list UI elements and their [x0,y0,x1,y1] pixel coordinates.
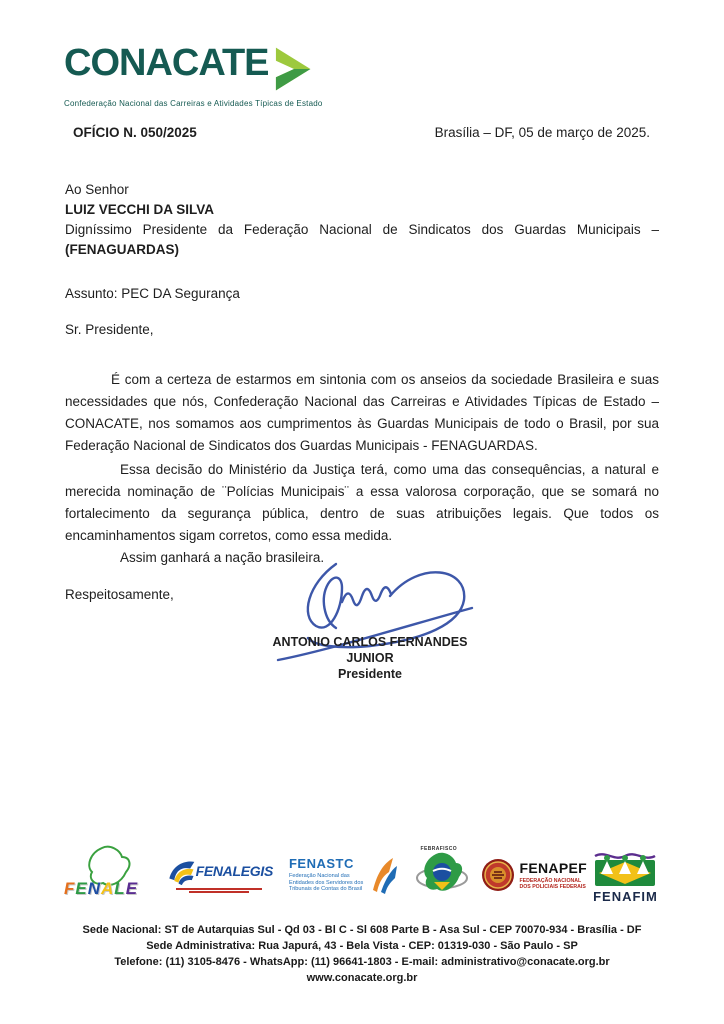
addressee-org: (FENAGUARDAS) [65,242,179,257]
febrafisco-map-icon [416,852,468,902]
telefone-value: (11) 3105-8476 - [162,956,250,968]
fenale-letter: F [64,879,76,898]
fenapef-badge-icon [481,857,515,893]
fenastc-caption: Federação Nacional das Entidades dos Servidores dos Tribunais de Contas do Brasil [288,873,364,892]
fenale-wordmark [64,879,138,899]
sede-nacional-label: Sede Nacional: [82,924,162,936]
affiliate-logos-strip [62,842,664,908]
subject-line: Assunto: PEC DA Segurança [65,286,240,301]
sede-administrativa-label: Sede Administrativa: [146,940,256,952]
telefone-label: Telefone: [114,956,163,968]
fenale-letter: A [101,879,115,898]
whatsapp-value: (11) 96641-1803 - [307,956,402,968]
fenafim-wordmark: FENAFIM [593,889,658,904]
fenale-logo [62,845,152,905]
footer-line-contacts [30,954,694,970]
fenafim-emblem-icon [593,846,657,888]
addressee-salutation: Ao Senhor [65,182,129,197]
email-label: E-mail: [401,956,439,968]
fenale-letter: E [75,879,88,898]
fenalegis-caption-lines [176,887,262,893]
signer-name2: JUNIOR [346,651,394,665]
fenastc-logo [289,856,397,894]
brand-name: CONACATE [64,42,269,84]
closing-line: Respeitosamente, [65,587,174,602]
addressee-block [65,180,659,260]
sede-nacional-value: ST de Autarquias Sul - Qd 03 - Bl C - Sl 608 Parte B - Asa Sul - CEP 70070-934 - Brasília - DF [161,924,642,936]
fenafim-logo [587,846,664,904]
signer-block [245,634,495,682]
oficio-header [73,125,658,140]
fenalegis-flag-icon [166,857,196,885]
fenalegis-logo [166,848,273,902]
signer-title: Presidente [338,667,402,681]
fenale-letter: N [87,879,102,898]
signer-name: ANTONIO CARLOS FERNANDES [272,635,468,649]
fenapef-caption [520,878,587,890]
fenastc-swoosh-icon [367,856,397,894]
footer-website: www.conacate.org.br [306,972,418,984]
febrafisco-wordmark: FEBRAFISCO [420,846,457,852]
brand-tagline: Confederação Nacional das Carreiras e Atividades Típicas de Estado [64,99,323,108]
addressee-name: LUIZ VECCHI DA SILVA [65,202,215,217]
body-paragraph-2: Essa decisão do Ministério da Justiça terá, como uma das consequências, a natural e merecida nominação de ¨Polícias Municipais¨ a essa valorosa corporação, que se somará no fortalecimento da segurança pública, dentro de suas atribuições legais. Que todos os encaminhamentos sigam corretos, como essa medida. [65,462,659,543]
fenapef-logo [481,857,587,893]
email-value: administrativo@conacate.org.br [438,956,610,968]
fenale-letter: L [114,879,126,898]
salutation-line: Sr. Presidente, [65,322,154,337]
sede-administrativa-value: Rua Japurá, 43 - Bela Vista - CEP: 01319-030 - São Paulo - SP [255,940,578,952]
oficio-number: OFÍCIO N. 050/2025 [73,125,197,140]
addressee-role-text: Digníssimo Presidente da Federação Nacional de Sindicatos dos Guardas Municipais – [65,222,659,237]
footer-line-sede-nacional [30,922,694,938]
body-paragraph-3: Assim ganhará a nação brasileira. [120,550,325,565]
footer-line-sede-administrativa [30,938,694,954]
fenastc-wordmark: FENASTC [288,856,354,871]
brand-arrow-icon [271,46,317,97]
whatsapp-label: WhatsApp: [249,956,308,968]
fenalegis-wordmark: FENALEGIS [195,863,273,879]
footer [30,922,694,986]
fenapef-caption-line1: FEDERAÇÃO NACIONAL [519,878,582,884]
letterhead [64,44,323,108]
body-paragraph-1: É com a certeza de estarmos em sintonia com os anseios da sociedade Brasileira e suas necessidades que nós, Confederação Nacional das Carreiras e Atividades Típicas de Estado – CONACATE, nos somamos aos cumprimentos às Guardas Municipais de todo o Brasil, por sua Federação Nacional de Sindicatos dos Guardas Municipais - FENAGUARDAS. [65,372,659,453]
addressee-role [65,220,659,260]
fenapef-caption-line2: DOS POLICIAIS FEDERAIS [519,884,586,890]
date-place: Brasília – DF, 05 de março de 2025. [434,125,650,140]
fenale-letter: E [125,879,139,898]
febrafisco-logo [411,844,467,906]
fenapef-wordmark: FENAPEF [519,860,587,876]
